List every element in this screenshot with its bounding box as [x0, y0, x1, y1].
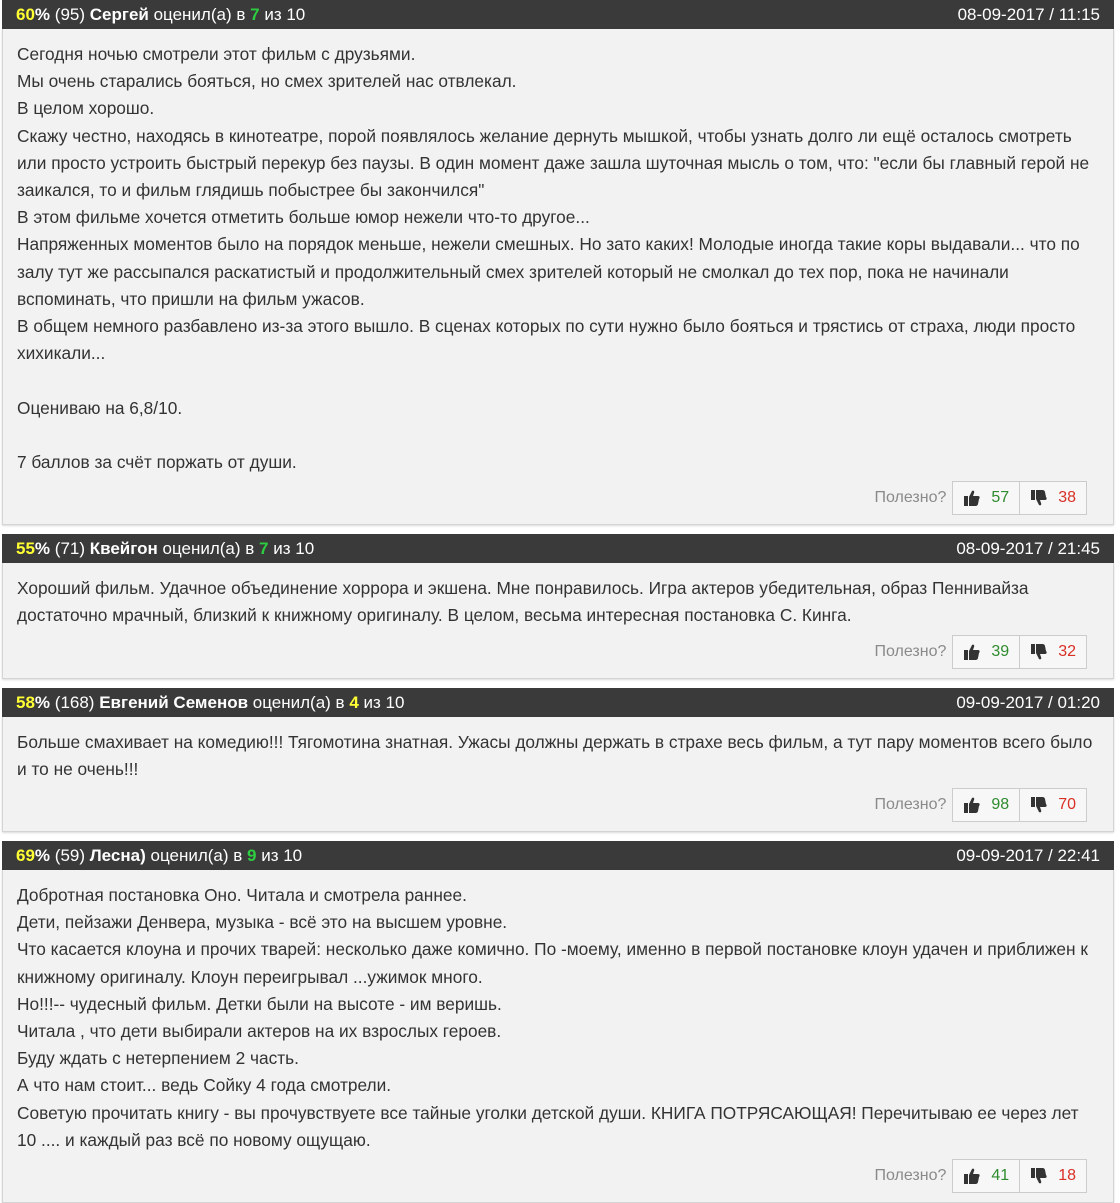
vote-down-button[interactable]	[1019, 636, 1086, 668]
review-author[interactable]: Квейгон	[89, 539, 158, 559]
vote-down-button[interactable]	[1019, 1160, 1086, 1192]
thumbs-down-icon	[1030, 1167, 1048, 1185]
review-line: Больше смахивает на комедию!!! Тягомотина знатная. Ужасы должны держать в страхе весь фильм, а тут пару моментов всего было и то не очень!!!	[17, 731, 1093, 779]
of-text: из 10	[363, 692, 405, 712]
review-count: (95)	[54, 5, 86, 24]
rated-text: оценил(а) в	[252, 692, 345, 712]
review-percent: 58	[16, 692, 35, 712]
review-body	[2, 717, 1114, 832]
review-line: Скажу честно, находясь в кинотеатре, порой появлялось желание дернуть мышкой, чтобы узнать долго ли ещё осталось смотреть или просто устроить быстрый перекур без паузы. В один момент даже зашла шуточная мысль о том, что: "если бы главный герой не заикался, то и фильм глядишь побыстрее бы закончился"	[17, 125, 1090, 201]
vote-down-count: 38	[1058, 489, 1076, 507]
vote-down-button[interactable]	[1019, 482, 1086, 514]
vote-row	[17, 1160, 1087, 1192]
review-percent: 69	[16, 846, 35, 866]
review-text	[17, 729, 1099, 783]
review-blank-line	[17, 367, 1093, 394]
of-text: из 10	[273, 539, 315, 559]
thumbs-up-icon	[963, 489, 981, 507]
useful-label: Полезно?	[874, 642, 947, 660]
review-count: (59)	[54, 846, 86, 866]
review-score: 7	[250, 5, 260, 24]
review-line: Мы очень старались бояться, но смех зрителей нас отвлекал.	[17, 71, 517, 92]
vote-up-count: 41	[991, 1167, 1010, 1185]
vote-box	[952, 1159, 1087, 1193]
review-text	[17, 41, 1099, 476]
review-line: 7 баллов за счёт поржать от души.	[17, 452, 297, 473]
vote-up-count: 57	[991, 489, 1010, 507]
review-line: Дети, пейзажи Денвера, музыка - всё это на высшем уровне.	[17, 912, 508, 933]
review-line: Но!!!-- чудесный фильм. Детки были на высоте - им веришь.	[17, 993, 502, 1014]
review-body	[2, 563, 1114, 678]
of-text: из 10	[261, 846, 303, 866]
review-line: Напряженных моментов было на порядок меньше, нежели смешных. Но зато каких! Молодые иногда такие коры выдавали... что по залу тут же рассыпался раскатистый и продолжительный смех зрителей который не смолкал до тех пор, пока не начинали вспоминать, что пришли на фильм ужасов.	[17, 234, 1080, 309]
rated-text: оценил(а) в	[162, 539, 255, 559]
review-date: 09-09-2017 / 22:41	[956, 846, 1100, 866]
vote-up-button[interactable]	[953, 636, 1019, 668]
vote-box	[952, 481, 1087, 515]
review-line: Добротная постановка Оно. Читала и смотрела раннее.	[17, 885, 467, 906]
review-card	[2, 841, 1114, 1203]
review-date: 09-09-2017 / 01:20	[956, 692, 1100, 712]
vote-row	[17, 636, 1087, 668]
vote-down-count: 32	[1058, 642, 1076, 660]
review-author[interactable]: Лесна)	[89, 846, 146, 866]
review-card	[2, 0, 1114, 525]
review-body	[2, 870, 1114, 1203]
review-card	[2, 534, 1114, 678]
review-line: Оцениваю на 6,8/10.	[17, 397, 183, 418]
review-date: 08-09-2017 / 21:45	[956, 539, 1100, 559]
thumbs-up-icon	[963, 796, 981, 814]
review-line: В этом фильме хочется отметить больше юмор нежели что-то другое...	[17, 207, 590, 228]
review-percent: 60	[16, 5, 35, 24]
vote-down-count: 18	[1058, 1167, 1076, 1185]
review-card	[2, 688, 1114, 832]
thumbs-up-icon	[963, 1167, 981, 1185]
reviews-list	[2, 0, 1114, 1203]
review-blank-line	[17, 422, 1093, 449]
review-line: В целом хорошо.	[17, 98, 155, 119]
review-line: Сегодня ночью смотрели этот фильм с друзьями.	[17, 44, 416, 64]
vote-down-count: 70	[1058, 796, 1076, 814]
review-text	[17, 882, 1099, 1154]
review-line: В общем немного разбавлено из-за этого вышло. В сценах которых по сути нужно было бояться и трястись от страха, люди просто хихикали...	[17, 316, 1076, 364]
review-count: (71)	[54, 539, 86, 559]
vote-up-button[interactable]	[953, 482, 1019, 514]
review-author[interactable]: Сергей	[89, 5, 149, 24]
useful-label: Полезно?	[874, 796, 947, 814]
review-count: (168)	[54, 692, 95, 712]
useful-label: Полезно?	[874, 1167, 947, 1185]
vote-up-button[interactable]	[953, 789, 1019, 821]
review-body	[2, 29, 1114, 525]
review-line: Буду ждать с нетерпением 2 часть.	[17, 1048, 299, 1069]
review-text	[17, 575, 1099, 629]
review-score: 4	[349, 692, 359, 712]
review-header: 55% (71) Квейгон оценил(а) в 7 из 10 08-09-2017 / 21:45	[2, 534, 1114, 563]
review-score: 9	[247, 846, 257, 866]
review-percent: 55	[16, 539, 35, 559]
review-header: 69% (59) Лесна) оценил(а) в 9 из 10 09-09-2017 / 22:41	[2, 841, 1114, 870]
vote-down-button[interactable]	[1019, 789, 1086, 821]
rated-text: оценил(а) в	[150, 846, 243, 866]
review-header: 60% (95) Сергей оценил(а) в 7 из 10 08-09-2017 / 11:15	[2, 0, 1114, 29]
review-score: 7	[259, 539, 269, 559]
useful-label: Полезно?	[874, 489, 947, 507]
review-line: Что касается клоуна и прочих тварей: несколько даже комично. По -моему, именно в первой постановке клоун удачен и приближен к книжному оригиналу. Клоун переигрывал ...ужимок много.	[17, 939, 1088, 987]
vote-box	[952, 788, 1087, 822]
thumbs-down-icon	[1030, 489, 1048, 507]
review-line: А что нам стоит... ведь Сойку 4 года смотрели.	[17, 1075, 392, 1096]
rated-text: оценил(а) в	[153, 5, 246, 24]
of-text: из 10	[264, 5, 306, 24]
vote-up-button[interactable]	[953, 1160, 1019, 1192]
thumbs-down-icon	[1030, 643, 1048, 661]
vote-box	[952, 635, 1087, 669]
review-line: Хороший фильм. Удачное объединение хоррора и экшена. Мне понравилось. Игра актеров убедительная, образ Пеннивайза достаточно мрачный, близкий к книжному оригиналу. В целом, весьма интересная постановка С. Кинга.	[17, 578, 1029, 626]
review-author[interactable]: Евгений Семенов	[99, 692, 249, 712]
review-line: Советую прочитать книгу - вы прочувствуете все тайные уголки детской души. КНИГА ПОТРЯСАЮЩАЯ! Перечитываю ее через лет 10 .... и каждый раз всё по новому ощущаю.	[17, 1102, 1079, 1150]
thumbs-down-icon	[1030, 796, 1048, 814]
review-line: Читала , что дети выбирали актеров на их взрослых героев.	[17, 1021, 502, 1042]
vote-up-count: 98	[991, 796, 1010, 814]
thumbs-up-icon	[963, 643, 981, 661]
review-header: 58% (168) Евгений Семенов оценил(а) в 4 из 10 09-09-2017 / 01:20	[2, 688, 1114, 717]
vote-row	[17, 482, 1087, 514]
vote-up-count: 39	[991, 642, 1010, 660]
review-date: 08-09-2017 / 11:15	[957, 5, 1100, 24]
vote-row	[17, 789, 1087, 821]
